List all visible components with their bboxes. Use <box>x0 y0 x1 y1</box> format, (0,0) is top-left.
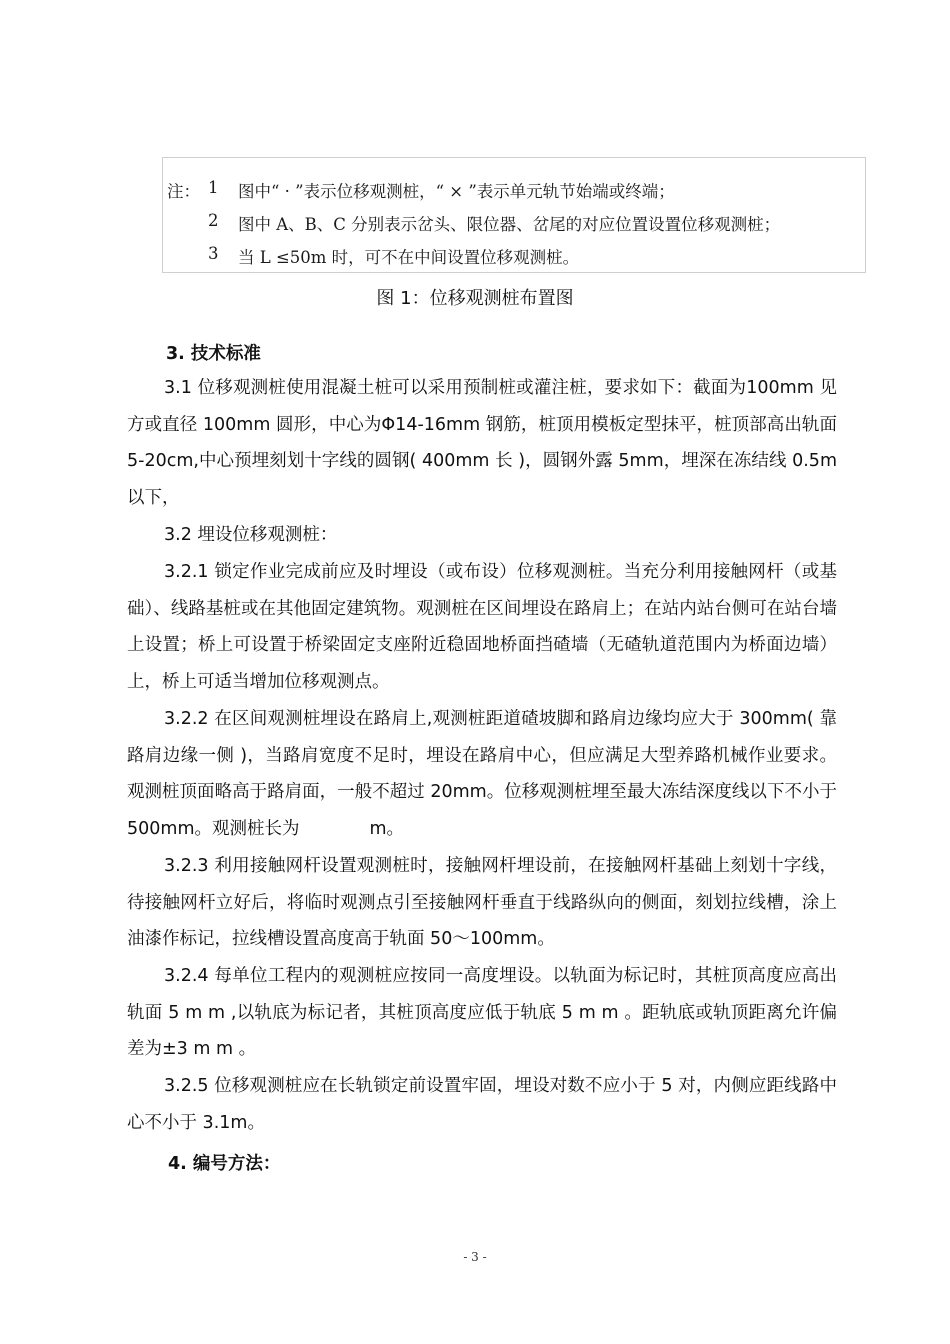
paragraph-3-2: 3.2 埋设位移观测桩： <box>164 525 338 545</box>
note-number: 2 <box>208 211 219 230</box>
paragraph-3-1: 3.1 位移观测桩使用混凝土桩可以采用预制桩或灌注桩，要求如下：截面为100mm 见方或直径 100mm 圆形，中心为Φ14-16mm 钢筋，桩顶用模板定型抹平，桩顶部高出轨面 5-20cm,中心预埋刻划十字线的圆钢( 400mm 长 )，圆钢外露 5mm，埋深在冻结线 0.5m 以下， <box>127 378 837 508</box>
paragraph-3-2-2-unit: m。 <box>369 818 405 839</box>
paragraph-3-2-2-text: 3.2.2 在区间观测桩埋设在路肩上,观测桩距道碴坡脚和路肩边缘均应大于 300mm( 靠路肩边缘一侧 )，当路肩宽度不足时，埋设在路肩中心，但应满足大型养路机械作业要求。观测桩顶面略高于路肩面，一般不超过 20mm。位移观测桩埋至最大冻结深度线以下不小于 500mm。观测桩长为 <box>127 709 837 839</box>
note-text: 图中“ · ”表示位移观测桩，“ × ”表示单元轨节始端或终端； <box>238 182 675 201</box>
notes-label: 注： <box>167 182 200 201</box>
note-text: 当 L ≤50m 时，可不在中间设置位移观测桩。 <box>238 248 580 267</box>
paragraph-3-2-4: 3.2.4 每单位工程内的观测桩应按同一高度埋设。以轨面为标记时，其桩顶高度应高出轨面 5 m m ,以轨底为标记者，其桩顶高度应低于轨底 5 m m 。距轨底或轨顶距离允许偏差为±3 m m 。 <box>127 966 837 1059</box>
note-number: 3 <box>208 244 219 263</box>
note-text: 图中 A、B、C 分别表示岔头、限位器、岔尾的对应位置设置位移观测桩； <box>238 215 781 234</box>
page-number: - 3 - <box>463 1250 487 1264</box>
paragraph-3-2-3: 3.2.3 利用接触网杆设置观测桩时，接触网杆埋设前，在接触网杆基础上刻划十字线，待接触网杆立好后，将临时观测点引至接触网杆垂直于线路纵向的侧面，刻划拉线槽，涂上油漆作标记，拉线槽设置高度高于轨面 50～100mm。 <box>127 856 837 949</box>
figure-caption: 图 1：位移观测桩布置图 <box>376 288 574 309</box>
paragraph-3-2-5: 3.2.5 位移观测桩应在长轨锁定前设置牢固，埋设对数不应小于 5 对，内侧应距线路中心不小于 3.1m。 <box>127 1076 837 1133</box>
figure-notes-box <box>162 157 866 273</box>
note-number: 1 <box>208 178 219 197</box>
section-heading-4: 4. 编号方法： <box>168 1154 281 1174</box>
section-heading-3: 3. 技术标准 <box>166 344 261 364</box>
paragraph-3-2-2 <box>127 701 837 847</box>
paragraph-3-2-1: 3.2.1 锁定作业完成前应及时埋设（或布设）位移观测桩。当充分利用接触网杆（或基础）、线路基桩或在其他固定建筑物。观测桩在区间埋设在路肩上；在站内站台侧可在站台墙上设置；桥上可设置于桥梁固定支座附近稳固地桥面挡碴墙（无碴轨道范围内为桥面边墙）上，桥上可适当增加位移观测点。 <box>127 562 837 692</box>
